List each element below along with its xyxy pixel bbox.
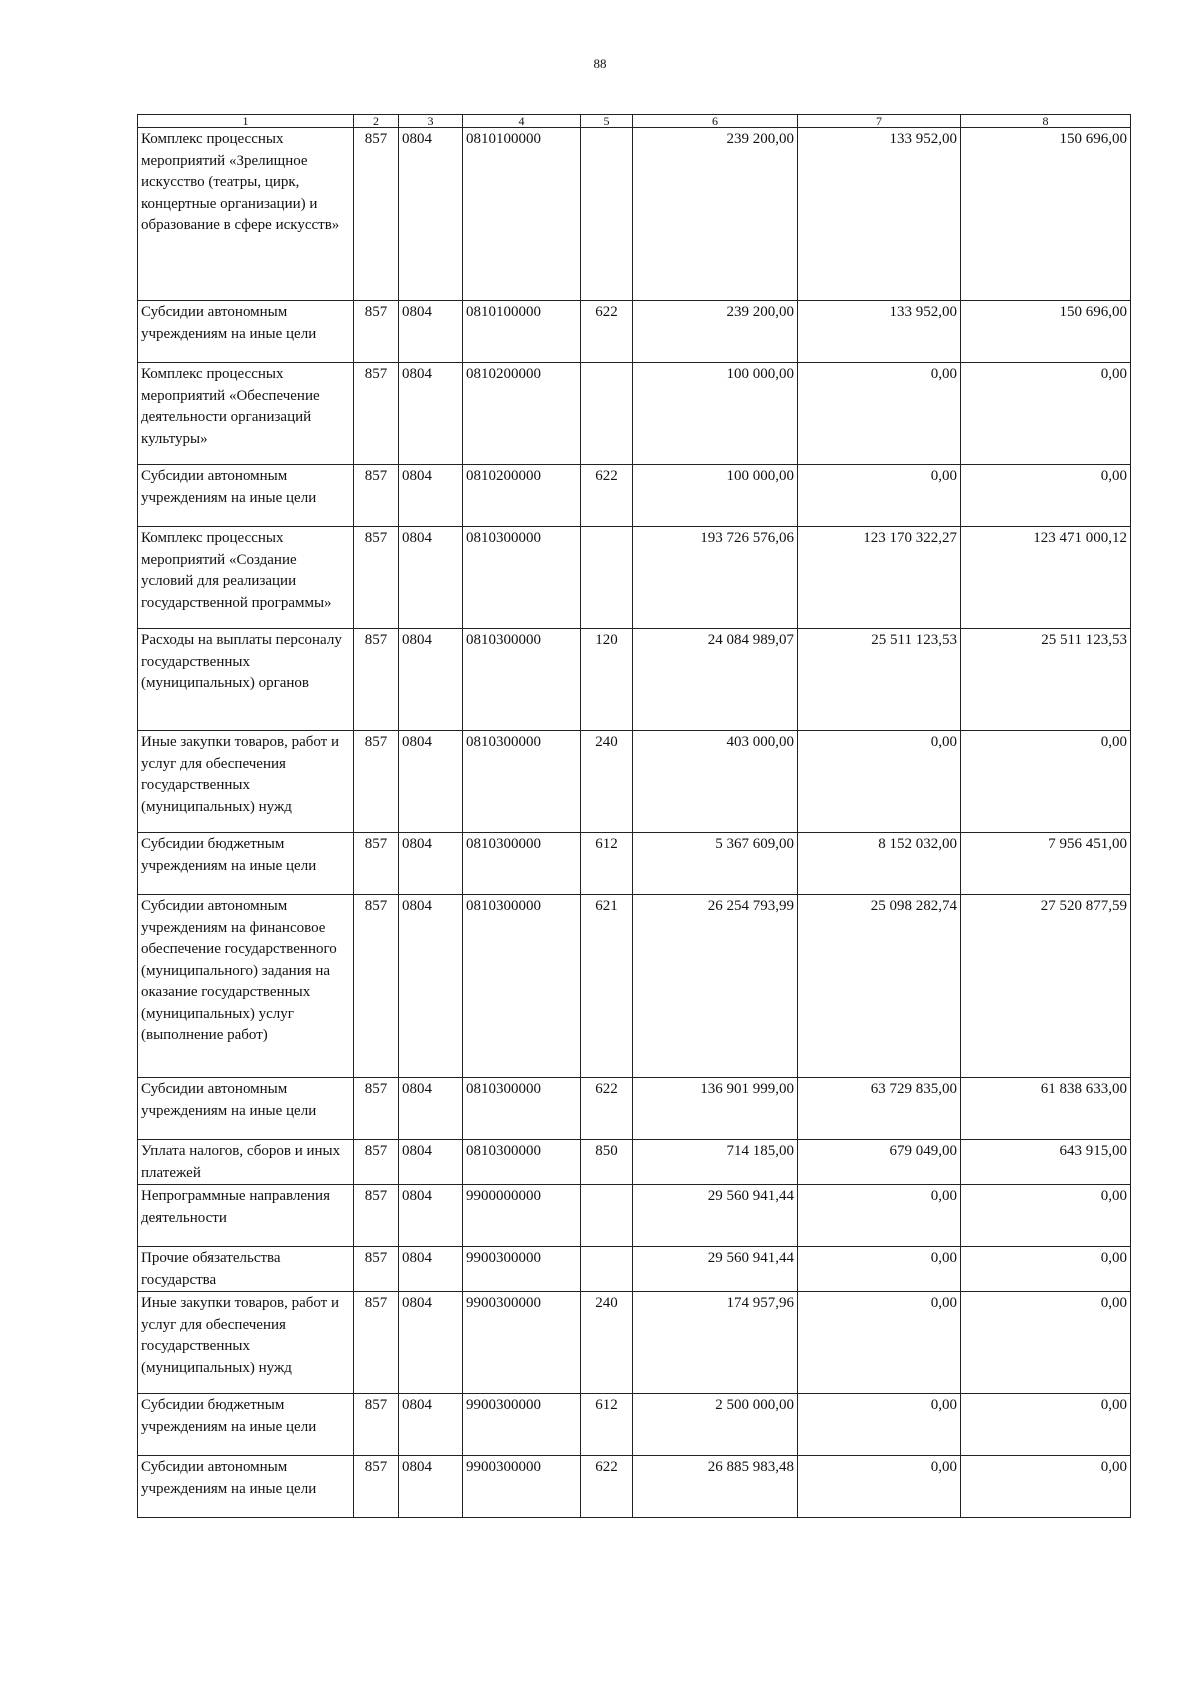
section-code: 0804 <box>399 731 463 833</box>
row-name: Уплата налогов, сборов и иных платежей <box>138 1140 354 1185</box>
admin-code: 857 <box>354 301 399 363</box>
amount-col8: 0,00 <box>961 465 1131 527</box>
admin-code: 857 <box>354 1456 399 1518</box>
section-code: 0804 <box>399 527 463 629</box>
section-code: 0804 <box>399 1456 463 1518</box>
amount-col6: 714 185,00 <box>633 1140 798 1185</box>
expense-type-code: 120 <box>581 629 633 731</box>
expense-type-code <box>581 527 633 629</box>
column-number: 8 <box>961 115 1131 128</box>
row-name: Субсидии бюджетным учреждениям на иные цели <box>138 1394 354 1456</box>
amount-col8: 27 520 877,59 <box>961 895 1131 1078</box>
amount-col6: 239 200,00 <box>633 301 798 363</box>
amount-col7: 133 952,00 <box>798 128 961 301</box>
column-number-row <box>138 115 1131 128</box>
amount-col7: 0,00 <box>798 1456 961 1518</box>
amount-col8: 0,00 <box>961 1247 1131 1292</box>
table-row <box>138 128 1131 301</box>
target-code: 0810100000 <box>463 128 581 301</box>
admin-code: 857 <box>354 465 399 527</box>
section-code: 0804 <box>399 1185 463 1247</box>
amount-col7: 0,00 <box>798 1247 961 1292</box>
section-code: 0804 <box>399 465 463 527</box>
expense-type-code: 850 <box>581 1140 633 1185</box>
amount-col6: 403 000,00 <box>633 731 798 833</box>
admin-code: 857 <box>354 833 399 895</box>
target-code: 9900000000 <box>463 1185 581 1247</box>
amount-col6: 24 084 989,07 <box>633 629 798 731</box>
column-number: 2 <box>354 115 399 128</box>
target-code: 9900300000 <box>463 1456 581 1518</box>
amount-col7: 63 729 835,00 <box>798 1078 961 1140</box>
admin-code: 857 <box>354 1078 399 1140</box>
amount-col6: 174 957,96 <box>633 1292 798 1394</box>
target-code: 0810300000 <box>463 833 581 895</box>
amount-col7: 0,00 <box>798 731 961 833</box>
amount-col8: 61 838 633,00 <box>961 1078 1131 1140</box>
amount-col7: 0,00 <box>798 1292 961 1394</box>
expense-type-code <box>581 1247 633 1292</box>
amount-col8: 25 511 123,53 <box>961 629 1131 731</box>
admin-code: 857 <box>354 1292 399 1394</box>
table-row <box>138 629 1131 731</box>
amount-col8: 0,00 <box>961 1456 1131 1518</box>
row-name: Субсидии автономным учреждениям на иные цели <box>138 1456 354 1518</box>
admin-code: 857 <box>354 1394 399 1456</box>
amount-col6: 239 200,00 <box>633 128 798 301</box>
table-row <box>138 731 1131 833</box>
amount-col7: 0,00 <box>798 363 961 465</box>
admin-code: 857 <box>354 1140 399 1185</box>
section-code: 0804 <box>399 128 463 301</box>
target-code: 0810200000 <box>463 363 581 465</box>
section-code: 0804 <box>399 1394 463 1456</box>
section-code: 0804 <box>399 363 463 465</box>
amount-col8: 123 471 000,12 <box>961 527 1131 629</box>
amount-col7: 25 511 123,53 <box>798 629 961 731</box>
amount-col7: 679 049,00 <box>798 1140 961 1185</box>
section-code: 0804 <box>399 833 463 895</box>
row-name: Субсидии автономным учреждениям на иные цели <box>138 1078 354 1140</box>
column-number: 4 <box>463 115 581 128</box>
row-name: Субсидии автономным учреждениям на иные цели <box>138 465 354 527</box>
amount-col8: 0,00 <box>961 731 1131 833</box>
amount-col8: 0,00 <box>961 1185 1131 1247</box>
amount-col7: 133 952,00 <box>798 301 961 363</box>
row-name: Непрограммные направления деятельности <box>138 1185 354 1247</box>
row-name: Комплекс процессных мероприятий «Обеспечение деятельности организаций культуры» <box>138 363 354 465</box>
section-code: 0804 <box>399 1247 463 1292</box>
target-code: 0810200000 <box>463 465 581 527</box>
target-code: 0810300000 <box>463 1140 581 1185</box>
amount-col6: 26 254 793,99 <box>633 895 798 1078</box>
admin-code: 857 <box>354 363 399 465</box>
amount-col6: 26 885 983,48 <box>633 1456 798 1518</box>
target-code: 9900300000 <box>463 1394 581 1456</box>
admin-code: 857 <box>354 527 399 629</box>
row-name: Субсидии автономным учреждениям на финансовое обеспечение государственного (муниципального) задания на оказание государственных (муниципальных) услуг (выполнение работ) <box>138 895 354 1078</box>
expense-type-code <box>581 363 633 465</box>
target-code: 9900300000 <box>463 1292 581 1394</box>
amount-col8: 0,00 <box>961 1292 1131 1394</box>
target-code: 0810300000 <box>463 629 581 731</box>
section-code: 0804 <box>399 1078 463 1140</box>
expense-type-code: 240 <box>581 1292 633 1394</box>
target-code: 0810300000 <box>463 731 581 833</box>
table-row <box>138 1456 1131 1518</box>
table-row <box>138 1247 1131 1292</box>
amount-col6: 29 560 941,44 <box>633 1185 798 1247</box>
target-code: 9900300000 <box>463 1247 581 1292</box>
admin-code: 857 <box>354 895 399 1078</box>
table-row <box>138 363 1131 465</box>
amount-col6: 5 367 609,00 <box>633 833 798 895</box>
table-row <box>138 1292 1131 1394</box>
table-row <box>138 1078 1131 1140</box>
amount-col7: 25 098 282,74 <box>798 895 961 1078</box>
row-name: Комплекс процессных мероприятий «Зрелищное искусство (театры, цирк, концертные организации) и образование в сфере искусств» <box>138 128 354 301</box>
column-number: 1 <box>138 115 354 128</box>
row-name: Иные закупки товаров, работ и услуг для обеспечения государственных (муниципальных) нужд <box>138 731 354 833</box>
amount-col6: 136 901 999,00 <box>633 1078 798 1140</box>
amount-col7: 123 170 322,27 <box>798 527 961 629</box>
target-code: 0810300000 <box>463 1078 581 1140</box>
amount-col6: 100 000,00 <box>633 465 798 527</box>
expense-type-code: 621 <box>581 895 633 1078</box>
admin-code: 857 <box>354 1185 399 1247</box>
section-code: 0804 <box>399 1292 463 1394</box>
section-code: 0804 <box>399 301 463 363</box>
row-name: Расходы на выплаты персоналу государственных (муниципальных) органов <box>138 629 354 731</box>
expense-type-code <box>581 1185 633 1247</box>
amount-col7: 0,00 <box>798 1185 961 1247</box>
expense-type-code: 612 <box>581 833 633 895</box>
amount-col8: 150 696,00 <box>961 128 1131 301</box>
amount-col6: 2 500 000,00 <box>633 1394 798 1456</box>
amount-col7: 0,00 <box>798 465 961 527</box>
table-row <box>138 465 1131 527</box>
row-name: Прочие обязательства государства <box>138 1247 354 1292</box>
column-number: 6 <box>633 115 798 128</box>
section-code: 0804 <box>399 1140 463 1185</box>
table-row <box>138 527 1131 629</box>
target-code: 0810300000 <box>463 895 581 1078</box>
admin-code: 857 <box>354 128 399 301</box>
column-number: 5 <box>581 115 633 128</box>
target-code: 0810100000 <box>463 301 581 363</box>
amount-col6: 100 000,00 <box>633 363 798 465</box>
amount-col7: 8 152 032,00 <box>798 833 961 895</box>
expense-type-code: 622 <box>581 465 633 527</box>
amount-col6: 193 726 576,06 <box>633 527 798 629</box>
section-code: 0804 <box>399 629 463 731</box>
amount-col7: 0,00 <box>798 1394 961 1456</box>
section-code: 0804 <box>399 895 463 1078</box>
column-number: 7 <box>798 115 961 128</box>
expense-type-code: 622 <box>581 1078 633 1140</box>
row-name: Субсидии автономным учреждениям на иные цели <box>138 301 354 363</box>
expense-type-code: 240 <box>581 731 633 833</box>
expense-type-code: 622 <box>581 301 633 363</box>
amount-col8: 0,00 <box>961 363 1131 465</box>
budget-table <box>137 114 1131 1518</box>
amount-col8: 643 915,00 <box>961 1140 1131 1185</box>
admin-code: 857 <box>354 1247 399 1292</box>
row-name: Комплекс процессных мероприятий «Создание условий для реализации государственной программы» <box>138 527 354 629</box>
amount-col8: 150 696,00 <box>961 301 1131 363</box>
admin-code: 857 <box>354 629 399 731</box>
target-code: 0810300000 <box>463 527 581 629</box>
table-row <box>138 895 1131 1078</box>
admin-code: 857 <box>354 731 399 833</box>
table-row <box>138 833 1131 895</box>
amount-col8: 7 956 451,00 <box>961 833 1131 895</box>
amount-col6: 29 560 941,44 <box>633 1247 798 1292</box>
amount-col8: 0,00 <box>961 1394 1131 1456</box>
table-row <box>138 301 1131 363</box>
table-row <box>138 1185 1131 1247</box>
table-row <box>138 1140 1131 1185</box>
page-number: 88 <box>593 56 607 71</box>
column-number: 3 <box>399 115 463 128</box>
table-row <box>138 1394 1131 1456</box>
row-name: Иные закупки товаров, работ и услуг для обеспечения государственных (муниципальных) нужд <box>138 1292 354 1394</box>
expense-type-code <box>581 128 633 301</box>
expense-type-code: 612 <box>581 1394 633 1456</box>
expense-type-code: 622 <box>581 1456 633 1518</box>
row-name: Субсидии бюджетным учреждениям на иные цели <box>138 833 354 895</box>
